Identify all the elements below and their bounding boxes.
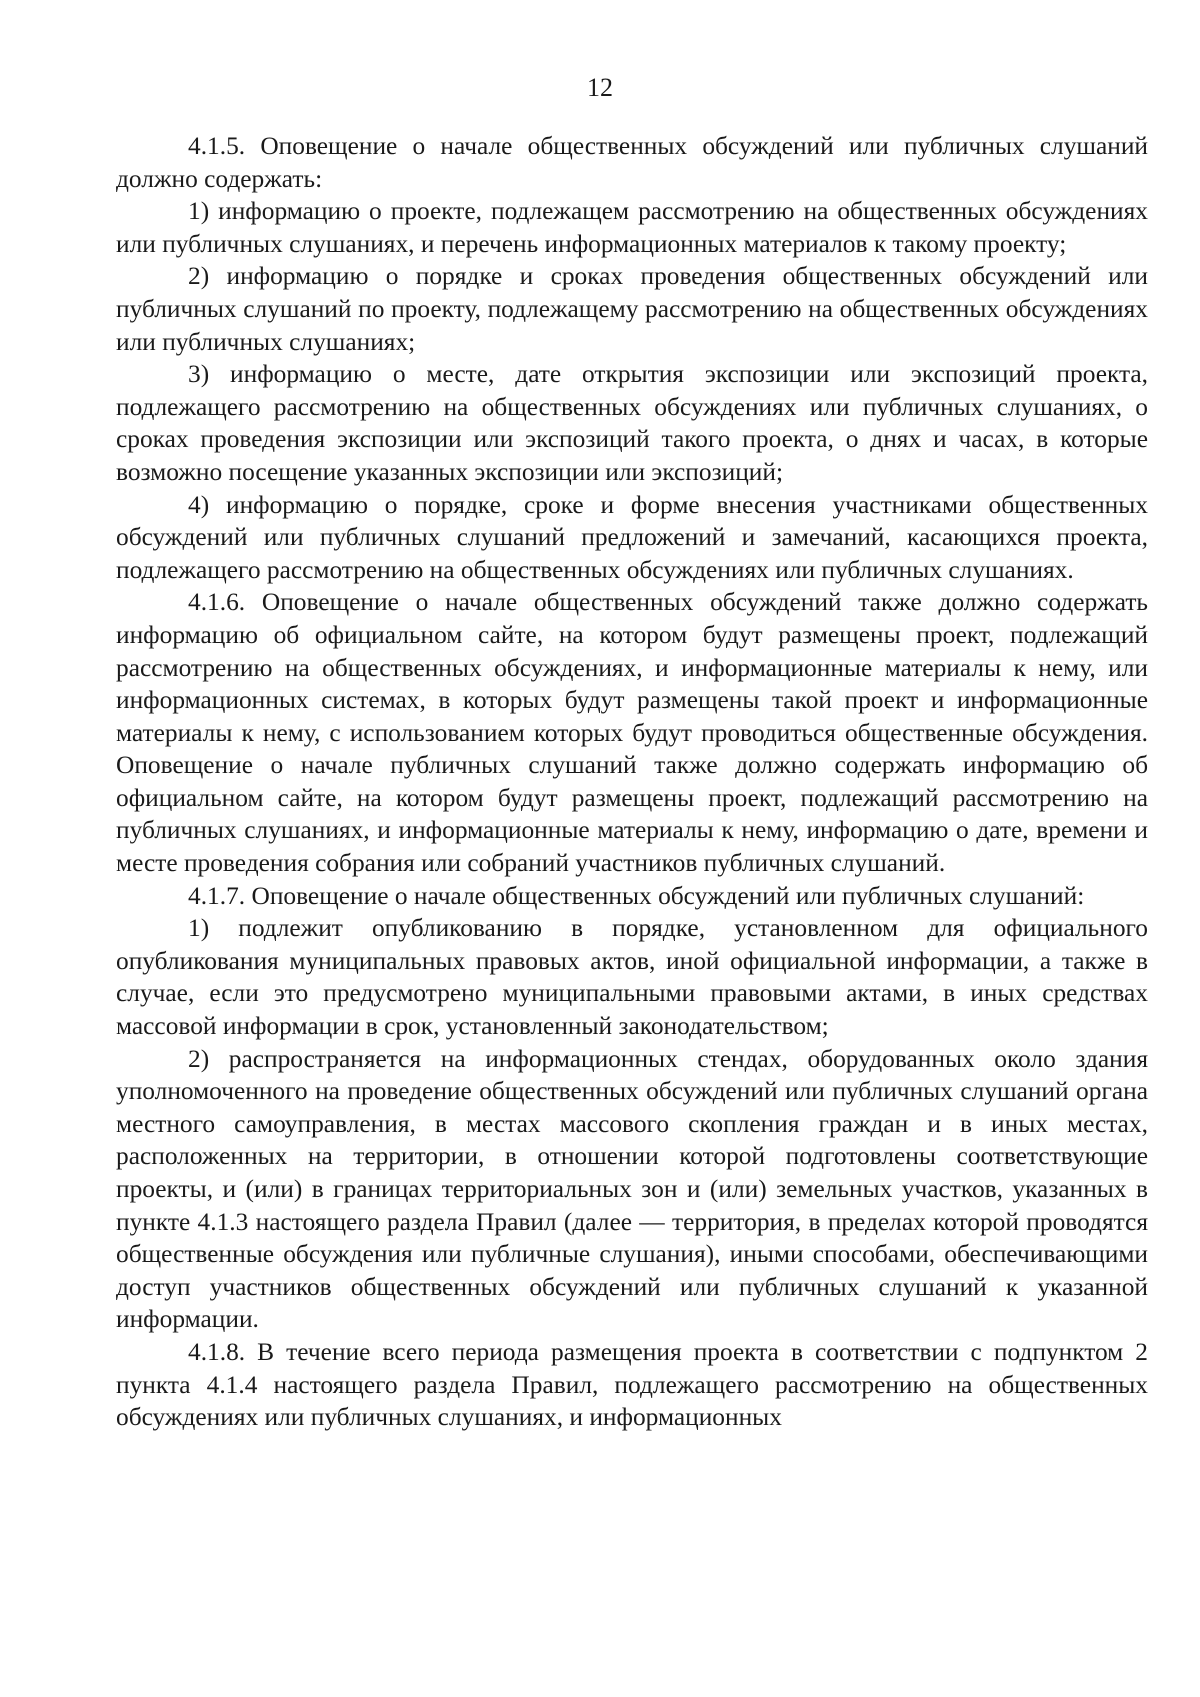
list-item-4-1-7-2: 2) распространяется на информационных стендах, оборудованных около здания уполномоченного на проведение общественных обсуждений или публичных слушаний органа местного самоуправления, в местах массового скопления граждан и в иных местах, расположенных на территории, в отношении которой подготовлены соответствующие проекты, и (или) в границах территориальных зон и (или) земельных участков, указанных в пункте 4.1.3 настоящего раздела Правил (далее — территория, в пределах которой проводятся общественные обсуждения или публичные слушания), иными способами, обеспечивающими доступ участников общественных обсуждений или публичных слушаний к указанной информации. <box>116 1044 1148 1334</box>
paragraph-4-1-6: 4.1.6. Оповещение о начале общественных обсуждений также должно содержать информацию об официальном сайте, на котором будут размещены проект, подлежащий рассмотрению на общественных обсуждениях, и информационные материалы к нему, или информационных системах, в которых будут размещены такой проект и информационные материалы к нему, с использованием которых будут проводиться общественные обсуждения. Оповещение о начале публичных слушаний также должно содержать информацию об официальном сайте, на котором будут размещены проект, подлежащий рассмотрению на публичных слушаниях, и информационные материалы к нему, информацию о дате, времени и месте проведения собрания или собраний участников публичных слушаний. <box>116 588 1148 878</box>
list-item-4-1-5-1: 1) информацию о проекте, подлежащем рассмотрению на общественных обсуждениях или публичных слушаниях, и перечень информационных материалов к такому проекту; <box>116 197 1148 258</box>
list-item-4-1-5-2: 2) информацию о порядке и сроках проведения общественных обсуждений или публичных слушаний по проекту, подлежащему рассмотрению на общественных обсуждениях или публичных слушаниях; <box>116 262 1148 356</box>
paragraph-4-1-5: 4.1.5. Оповещение о начале общественных обсуждений или публичных слушаний должно содержать: <box>116 132 1148 193</box>
page-number: 12 <box>587 73 613 102</box>
paragraph-4-1-7: 4.1.7. Оповещение о начале общественных обсуждений или публичных слушаний: <box>188 881 1085 910</box>
list-item-4-1-5-4: 4) информацию о порядке, сроке и форме внесения участниками общественных обсуждений или публичных слушаний предложений и замечаний, касающихся проекта, подлежащего рассмотрению на общественных обсуждениях или публичных слушаниях. <box>116 490 1148 584</box>
list-item-4-1-5-3: 3) информацию о месте, дате открытия экспозиции или экспозиций проекта, подлежащего рассмотрению на общественных обсуждениях или публичных слушаниях, о сроках проведения экспозиции или экспозиций такого проекта, о днях и часах, в которые возможно посещение указанных экспозиции или экспозиций; <box>116 360 1148 486</box>
document-body <box>116 130 1148 1434</box>
list-item-4-1-7-1: 1) подлежит опубликованию в порядке, установленном для официального опубликования муниципальных правовых актов, иной официальной информации, а также в случае, если это предусмотрено муниципальными правовыми актами, в иных средствах массовой информации в срок, установленный законодательством; <box>116 914 1148 1041</box>
paragraph-4-1-8: 4.1.8. В течение всего периода размещения проекта в соответствии с подпунктом 2 пункта 4.1.4 настоящего раздела Правил, подлежащего рассмотрению на общественных обсуждениях или публичных слушаниях, и информационных <box>116 1337 1148 1432</box>
